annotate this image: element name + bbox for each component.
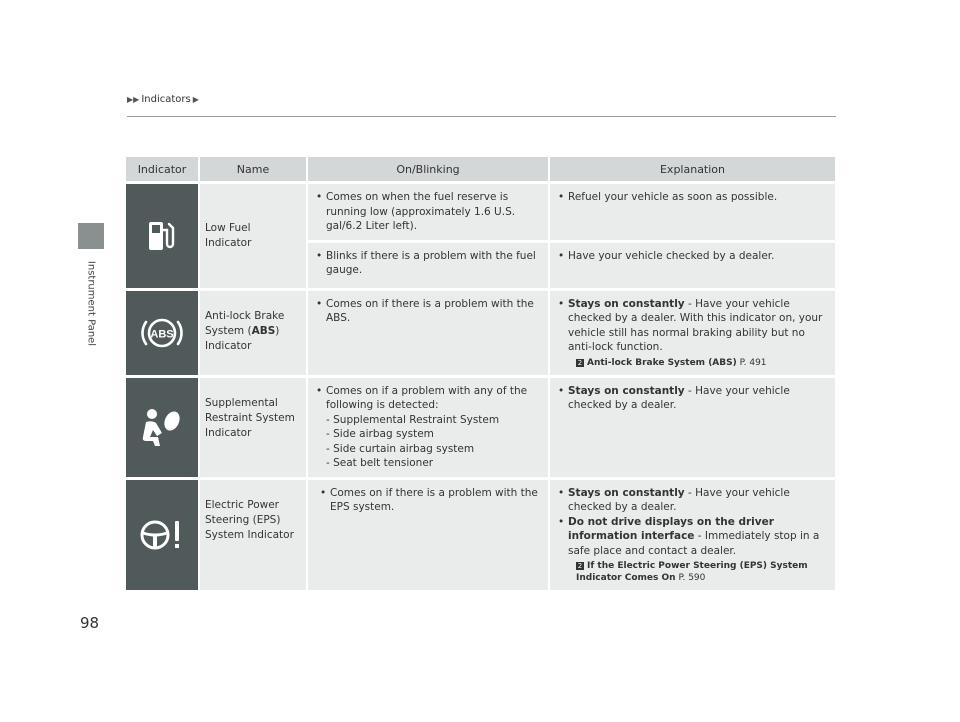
svg-text:ABS: ABS (150, 328, 174, 340)
steering-warning-icon (137, 515, 187, 555)
abs-icon (139, 313, 185, 353)
on-blinking-cell (308, 184, 550, 240)
explanation-text: • Have your vehicle checked by a dealer. (558, 249, 827, 264)
table-row (126, 480, 835, 591)
on-blinking-text: • Comes on when the fuel reserve is running low (approximately 1.6 U.S. gal/6.2 Liter left). (316, 190, 540, 234)
indicator-name: Anti-lock Brake System (ABS) Indicator (200, 291, 308, 375)
explanation-cell (550, 378, 835, 477)
explanation-text: • Refuel your vehicle as soon as possible. (558, 190, 827, 205)
header-rule (127, 116, 836, 117)
table-row (126, 184, 835, 240)
table-header-row (126, 157, 835, 181)
explanation-text: • Do not drive displays on the driver information interface - Immediately stop in a safe place and contact a dealer. (558, 515, 827, 559)
indicator-table (126, 154, 835, 593)
page-number: 98 (80, 614, 100, 632)
reference-arrow-icon: 2 (577, 358, 583, 367)
table-row (126, 378, 835, 477)
table-row (126, 291, 835, 375)
explanation-cell (550, 291, 835, 375)
indicator-name: Low Fuel Indicator (200, 184, 308, 288)
list-item: - Side airbag system (326, 428, 434, 440)
on-blinking-text: • Blinks if there is a problem with the fuel gauge. (316, 249, 540, 278)
page-reference-link[interactable]: 2 Anti-lock Brake System (ABS) P. 491 (577, 357, 767, 368)
explanation-text: • Stays on constantly - Have your vehicle checked by a dealer. (558, 486, 827, 515)
column-header: Indicator (126, 157, 200, 181)
indicator-name: Electric Power Steering (EPS) System Indicator (200, 480, 308, 591)
on-blinking-cell (308, 378, 550, 477)
list-item: - Seat belt tensioner (326, 457, 434, 469)
on-blinking-cell (308, 243, 550, 288)
fuel-pump-icon (145, 218, 179, 254)
breadcrumb-arrow-icon: ▶ (192, 95, 199, 104)
indicator-cell (126, 184, 200, 288)
indicator-name: Supplemental Restraint System Indicator (200, 378, 308, 477)
explanation-cell (550, 184, 835, 240)
explanation-cell (550, 243, 835, 288)
column-header: On/Blinking (308, 157, 550, 181)
breadcrumb (127, 94, 199, 105)
column-header: Name (200, 157, 308, 181)
explanation-text: • Stays on constantly - Have your vehicle checked by a dealer. (558, 384, 827, 413)
section-tab (78, 223, 104, 249)
column-header: Explanation (550, 157, 835, 181)
reference-arrow-icon: 2 (577, 562, 583, 570)
list-item: - Side curtain airbag system (326, 442, 475, 455)
list-item: - Supplemental Restraint System (326, 413, 500, 426)
breadcrumb-item[interactable]: Indicators (141, 94, 191, 105)
page-reference-link[interactable]: 2 If the Electric Power Steering (EPS) System Indicator Comes On P. 590 (576, 561, 808, 583)
section-side-label: Instrument Panel (85, 260, 97, 347)
on-blinking-text: • Comes on if a problem with any of the following is detected: (316, 384, 540, 413)
on-blinking-cell (308, 480, 550, 591)
airbag-icon (138, 405, 186, 449)
on-blinking-text: • Comes on if there is a problem with the EPS system. (320, 486, 540, 515)
indicator-cell (126, 480, 200, 591)
explanation-text: • Stays on constantly - Have your vehicle checked by a dealer. With this indicator on, your vehicle still has normal braking ability but no anti-lock function. (558, 297, 827, 355)
breadcrumb-arrow-icon: ▶▶ (127, 95, 140, 104)
indicator-cell (126, 291, 200, 375)
indicator-cell (126, 378, 200, 477)
on-blinking-text: • Comes on if there is a problem with the ABS. (316, 297, 540, 326)
on-blinking-cell (308, 291, 550, 375)
explanation-cell (550, 480, 835, 591)
